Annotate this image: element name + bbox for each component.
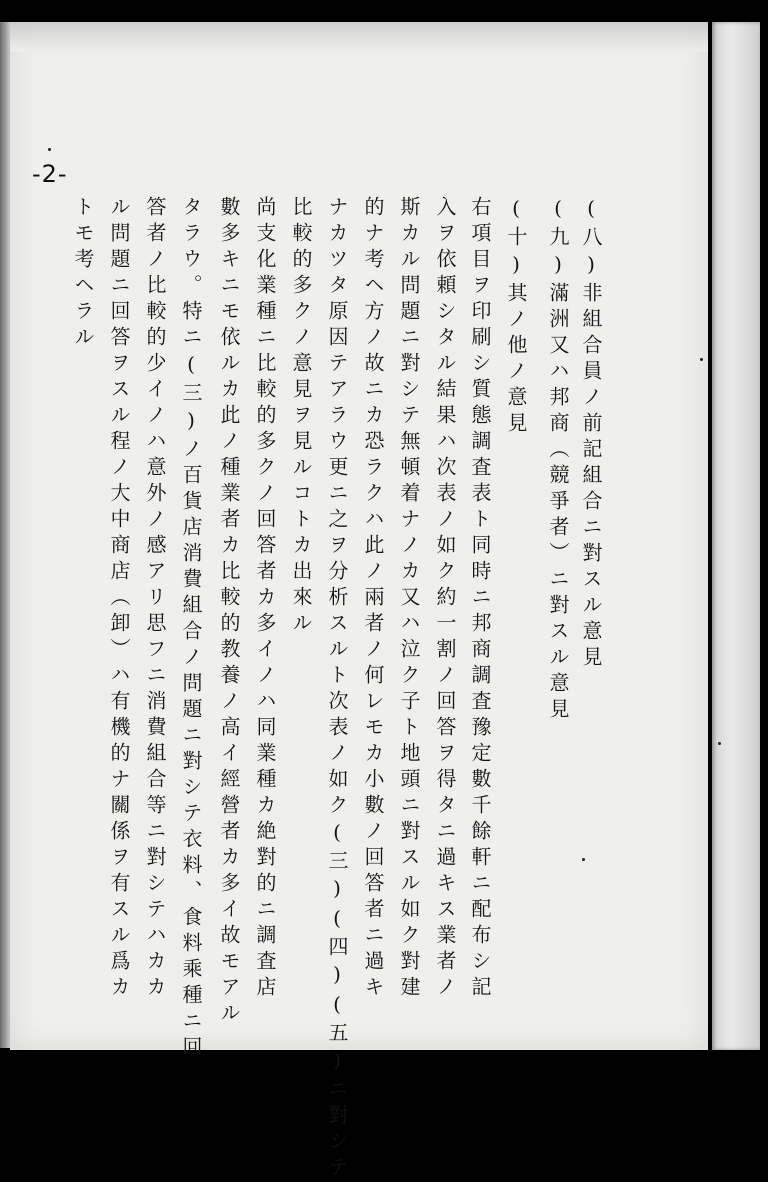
text-column: (九)滿洲又ハ邦商（競爭者）ニ對スル意見	[546, 196, 570, 724]
text-column: 比較的多クノ意見ヲ見ルコトカ出來ル	[289, 196, 313, 638]
text-column: 入ヲ依頼シタル結果ハ次表ノ如ク約一割ノ回答ヲ得タニ過キス業者ノ	[433, 196, 457, 1002]
scan-speck	[700, 358, 703, 361]
text-column: 右項目ヲ印刷シ質態調査表ト同時ニ邦商調査豫定數千餘軒ニ配布シ記	[468, 196, 492, 1002]
text-column: ナカツタ原因テアラウ更ニ之ヲ分析スルト次表ノ如ク(三)(四)(五)ニ對シテ	[325, 196, 349, 1182]
page-number: -2-	[32, 160, 68, 188]
text-column: 數多キニモ依ルカ此ノ種業者カ比較的教養ノ高イ經營者カ多イ故モアル	[217, 196, 241, 1028]
adjacent-page-edge	[712, 22, 760, 1050]
text-column: (八)非組合員ノ前記組合ニ對スル意見	[579, 196, 603, 672]
text-column: (十)其ノ他ノ意見	[504, 196, 528, 438]
text-column: 的ナ考ヘ方ノ故ニカ恐ラクハ此ノ兩者ノ何レモカ小數ノ回答者ニ過キ	[361, 196, 385, 1002]
text-column: 斯カル問題ニ對シテ無頓着ナノカ又ハ泣ク子ト地頭ニ對スル如ク對建	[397, 196, 421, 1002]
scan-speck	[48, 148, 51, 151]
text-column: 尚支化業種ニ比較的多クノ回答者カ多イノハ同業種カ絶對的ニ調査店	[253, 196, 277, 1002]
text-column: ル問題ニ回答ヲスル程ノ大中商店（卸）ハ有機的ナ關係ヲ有スル爲カ	[107, 196, 131, 1002]
scan-speck	[718, 742, 721, 745]
text-column: 答者ノ比較的少イノハ意外ノ感アリ思フニ消費組合等ニ對シテハカカ	[143, 196, 167, 1002]
scan-shadow	[10, 22, 708, 52]
scan-speck	[582, 858, 585, 861]
text-column: タラウ。特ニ(三)ノ百貨店消費組合ノ問題ニ對シテ衣料、食料乘種ニ回	[179, 196, 203, 1062]
text-column: トモ考ヘラル	[71, 196, 95, 352]
